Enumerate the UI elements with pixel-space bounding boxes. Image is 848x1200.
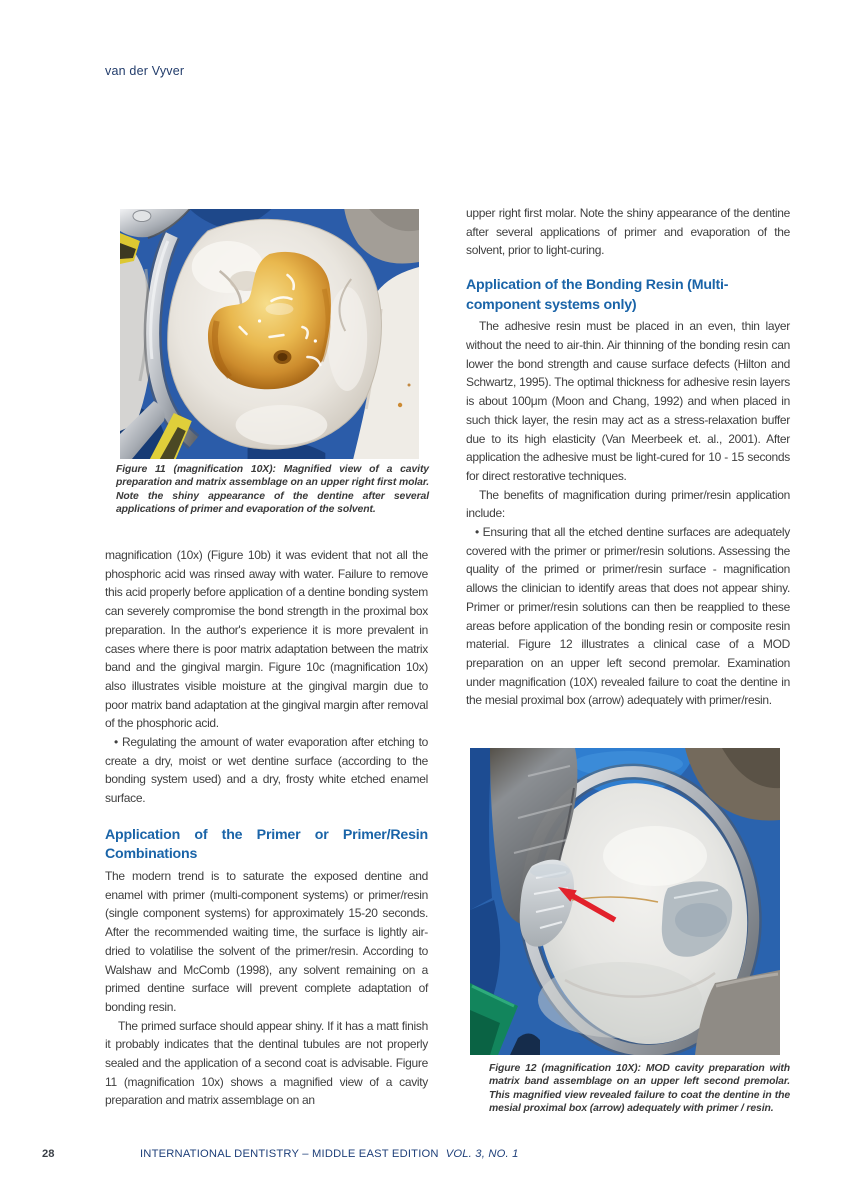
journal-title: INTERNATIONAL DENTISTRY – MIDDLE EAST EDITION [140, 1148, 439, 1160]
figure11-photo [120, 209, 419, 459]
figure-11 [120, 209, 419, 459]
paragraph: magnification (10x) (Figure 10b) it was evident that not all the phosphoric acid was rinsed away with water. Failure to remove this acid properly before application of a dentine bonding system can severely compromise the bond strength in the proximal box preparation. In the author's experience it is more prevalent in cases where there is poor matrix adaptation between the matrix band and the gingival margin. Figure 10c (magnification 10x) also illustrates visible moisture at the gingival margin due to poor matrix band adaptation at the gingival margin after removal of the phosphoric acid. [105, 548, 428, 731]
left-column [105, 546, 428, 1110]
paragraph: The benefits of magnification during primer/resin application include: [466, 487, 790, 521]
running-header: van der Vyver [105, 64, 185, 78]
paragraph: upper right first molar. Note the shiny appearance of the dentine after several applications of primer and evaporation of the solvent, prior to light-curing. [466, 206, 790, 258]
paragraph: The modern trend is to saturate the exposed dentine and enamel with primer (multi-component systems) or primer/resin (single component systems) for approximately 15-20 seconds. After the recommended waiting time, the surface is lightly air-dried to volatilise the solvent of the primer/resin. According to Walshaw and McComb (1998), any solvent remaining on a primed dentine surface will prevent complete adaptation of bonding resin. [105, 869, 428, 1014]
journal-footer-line [140, 1148, 519, 1160]
page-number: 28 [42, 1148, 55, 1160]
right-column [466, 204, 790, 710]
paragraph: The primed surface should appear shiny. If it has a matt finish it probably indicates that the dentinal tubules are not properly sealed and the application of a second coat is advisable. Figure 11 (magnification 10x) shows a magnified view of a cavity preparation and matrix assemblage on an [105, 1018, 428, 1108]
figure-12 [470, 748, 780, 1055]
page-footer [0, 1148, 848, 1168]
paragraph: The adhesive resin must be placed in an even, thin layer without the need to air-thin. Air thinning of the bonding resin can lower the bond strength and cause surface defects (Hilton and Schwartz, 1995). The optimal thickness for adhesive resin layers is about 100μm (Moon and Chang, 1992) and when placed in such thick layer, the resin may act as a stress-relaxation buffer due to its high elasticity (Van Meerbeek et. al., 2001). After application the adhesive must be light-cured for 10 - 15 seconds for direct restorative techniques. [466, 319, 790, 483]
figure12-photo [470, 748, 780, 1055]
section-heading-bonding-resin: Application of the Bonding Resin (Multi- component systems only) [466, 277, 729, 313]
section-heading-primer: Application of the Primer or Primer/Resin Combinations [105, 826, 428, 863]
figure11-caption: Figure 11 (magnification 10X): Magnified view of a cavity preparation and matrix assemblage on an upper right first molar. Note the shiny appearance of the dentine after several applications of primer and evaporation of the solvent. [116, 464, 429, 516]
bullet-paragraph: • Ensuring that all the etched dentine surfaces are adequately covered with the primer or primer/resin solutions. Assessing the quality of the primed or primer/resin surface - magnification allows the clinician to identify areas that does not appear shiny. Primer or primer/resin solutions can then be reapplied to these areas before application of the bonding resin or composite resin material. Figure 12 illustrates a clinical case of a MOD preparation on an upper left second premolar. Examination under magnification (10X) revealed failure to coat the dentine in the mesial proximal box (arrow) adequately with primer/resin. [466, 525, 790, 708]
bullet-paragraph: • Regulating the amount of water evaporation after etching to create a dry, moist or wet dentine surface (according to the bonding system used) and a dry, frosty white etched enamel surface. [105, 735, 428, 806]
journal-volume: VOL. 3, NO. 1 [445, 1148, 519, 1160]
figure12-caption: Figure 12 (magnification 10X): MOD cavity preparation with matrix band assemblage on an upper left second premolar. This magnified view revealed failure to coat the dentine in the mesial proximal box (arrow) adequately with primer / resin. [489, 1063, 790, 1115]
